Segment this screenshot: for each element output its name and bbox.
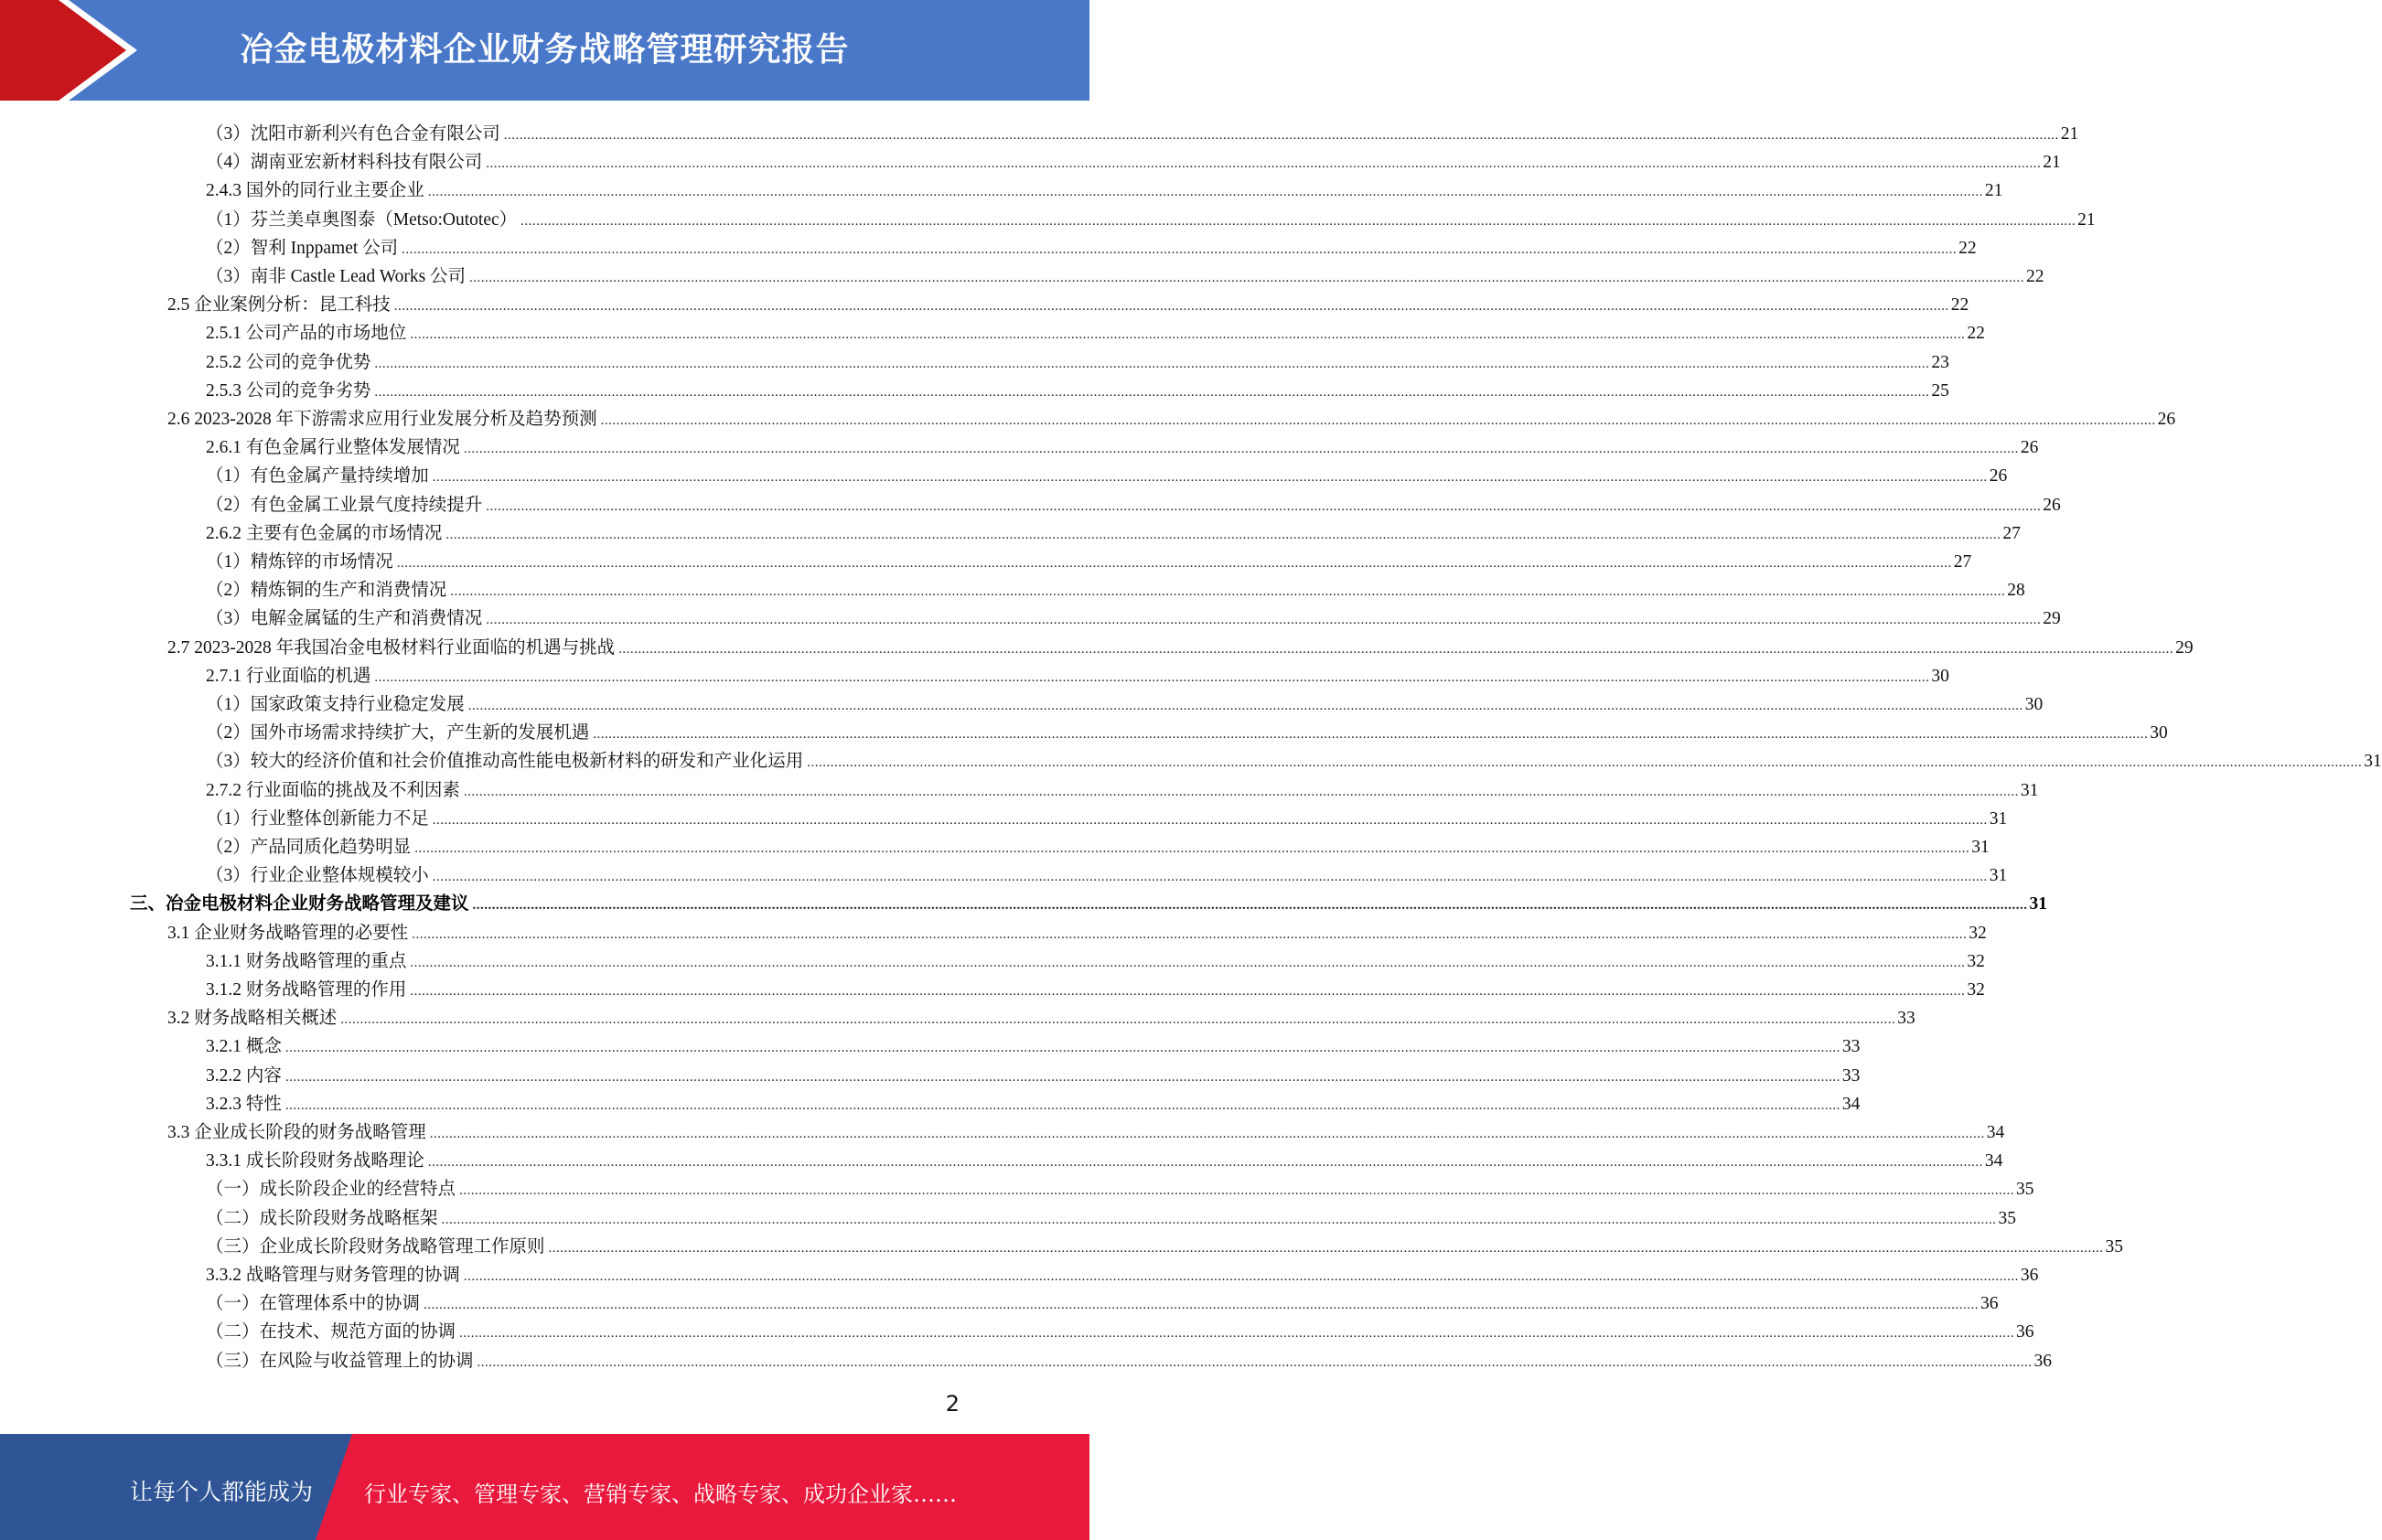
toc-entry[interactable] <box>206 829 1990 858</box>
toc-entry[interactable] <box>167 287 1969 315</box>
toc-leader-dots: ................................................................................................................................................................................................................................................................................................................................................................................................................ <box>807 755 2363 771</box>
toc-leader-dots: ................................................................................................................................................................................................................................................................................................................................................................................................................ <box>427 1155 1983 1171</box>
toc-entry-title: 2.6.1 有色金属行业整体发展情况 <box>206 438 460 458</box>
toc-leader-dots: ................................................................................................................................................................................................................................................................................................................................................................................................................ <box>486 613 2042 628</box>
toc-entry-title: 2.5.3 公司的竞争劣势 <box>206 380 371 401</box>
toc-entry-title: （3）沈阳市新利兴有色合金有限公司 <box>206 124 500 144</box>
toc-entry-title: 3.2.3 特性 <box>206 1094 282 1114</box>
footer-slogan-left: 让每个人都能成为 <box>130 1479 314 1505</box>
toc-entry[interactable] <box>206 144 2061 173</box>
toc-leader-dots: ................................................................................................................................................................................................................................................................................................................................................................................................................ <box>600 413 2156 428</box>
toc-entry-page: 31 <box>2364 752 2382 772</box>
toc-entry[interactable] <box>206 1143 2003 1171</box>
toc-entry-page: 35 <box>1998 1208 2017 1228</box>
toc-entry-title: 2.6 2023-2028 年下游需求应用行业发展分析及趋势预测 <box>167 410 597 429</box>
toc-leader-dots: ................................................................................................................................................................................................................................................................................................................................................................................................................ <box>393 299 1949 315</box>
toc-entry-title: 2.5.1 公司产品的市场地位 <box>206 324 407 344</box>
toc-leader-dots: ................................................................................................................................................................................................................................................................................................................................................................................................................ <box>410 955 1966 970</box>
toc-entry[interactable] <box>130 886 2048 914</box>
toc-entry-page: 34 <box>1841 1094 1861 1114</box>
toc-entry-page: 34 <box>1986 1123 2005 1142</box>
toc-entry-page: 22 <box>1950 295 1969 315</box>
toc-entry[interactable] <box>206 516 2021 544</box>
toc-entry-title: （一）成长阶段企业的经营特点 <box>206 1180 456 1200</box>
toc-entry-title: （1）有色金属产量持续增加 <box>206 466 429 487</box>
toc-leader-dots: ................................................................................................................................................................................................................................................................................................................................................................................................................ <box>284 1097 1840 1113</box>
toc-entry-title: 2.5 企业案例分析：昆工科技 <box>167 295 391 315</box>
toc-entry-title: （1）芬兰美卓奥图泰（Metso:Outotec） <box>206 209 518 230</box>
toc-entry-page: 21 <box>2060 124 2079 144</box>
toc-entry-title: 2.7 2023-2028 年我国冶金电极材料行业面临的机遇与挑战 <box>167 637 616 658</box>
toc-leader-dots: ................................................................................................................................................................................................................................................................................................................................................................................................................ <box>374 384 1930 400</box>
toc-entry[interactable] <box>206 373 1949 401</box>
toc-entry[interactable] <box>206 1286 1999 1314</box>
toc-entry-title: 3.2 财务战略相关概述 <box>167 1009 338 1029</box>
toc-entry-page: 26 <box>2157 410 2176 429</box>
toc-entry[interactable] <box>206 544 1972 572</box>
toc-entry-page: 33 <box>1897 1009 1915 1029</box>
toc-entry-page: 31 <box>2020 780 2039 800</box>
toc-entry-page: 27 <box>1953 552 1972 572</box>
toc-entry-page: 36 <box>2033 1351 2053 1371</box>
toc-entry-page: 28 <box>2007 581 2025 601</box>
toc-entry-title: （2）智利 Inppamet 公司 <box>206 238 399 258</box>
toc-entry-title: （2）精炼铜的生产和消费情况 <box>206 581 447 601</box>
toc-entry-page: 22 <box>2026 267 2044 286</box>
toc-leader-dots: ................................................................................................................................................................................................................................................................................................................................................................................................................ <box>593 727 2149 743</box>
toc-entry-page: 27 <box>2002 523 2021 543</box>
toc-entry[interactable] <box>206 173 2003 201</box>
toc-entry-title: （3）南非 Castle Lead Works 公司 <box>206 267 467 286</box>
toc-entry-page: 32 <box>1967 951 1985 971</box>
toc-leader-dots: ................................................................................................................................................................................................................................................................................................................................................................................................................ <box>520 213 2076 229</box>
toc-leader-dots: ................................................................................................................................................................................................................................................................................................................................................................................................................ <box>432 470 1988 486</box>
toc-entry-title: 2.7.1 行业面临的机遇 <box>206 666 371 686</box>
toc-leader-dots: ................................................................................................................................................................................................................................................................................................................................................................................................................ <box>463 1269 2019 1284</box>
toc-entry[interactable] <box>206 1058 1861 1086</box>
toc-entry-title: 2.6.2 主要有色金属的市场情况 <box>206 523 443 543</box>
toc-entry[interactable] <box>206 858 2008 886</box>
toc-leader-dots: ................................................................................................................................................................................................................................................................................................................................................................................................................ <box>284 1069 1840 1085</box>
toc-entry[interactable] <box>206 972 1985 1000</box>
toc-entry[interactable] <box>206 1343 2053 1372</box>
toc-leader-dots: ................................................................................................................................................................................................................................................................................................................................................................................................................ <box>548 1240 2104 1256</box>
toc-leader-dots: ................................................................................................................................................................................................................................................................................................................................................................................................................ <box>450 584 2006 600</box>
toc-entry-title: 3.1.1 财务战略管理的重点 <box>206 951 407 971</box>
toc-entry-page: 22 <box>1967 324 1985 344</box>
toc-entry-page: 33 <box>1841 1037 1861 1057</box>
toc-entry-title: （1）行业整体创新能力不足 <box>206 808 429 829</box>
toc-leader-dots: ................................................................................................................................................................................................................................................................................................................................................................................................................ <box>432 870 1988 885</box>
toc-entry[interactable] <box>167 401 2176 430</box>
toc-entry-page: 35 <box>2105 1236 2124 1257</box>
toc-entry-page: 32 <box>1969 923 1987 943</box>
toc-entry[interactable] <box>206 202 2096 230</box>
toc-entry[interactable] <box>206 1171 2034 1200</box>
toc-entry[interactable] <box>206 658 1949 687</box>
toc-entry-page: 29 <box>2043 609 2061 629</box>
toc-entry-page: 36 <box>1980 1294 1999 1314</box>
toc-entry-page: 21 <box>1984 181 2003 201</box>
toc-entry[interactable] <box>206 601 2061 629</box>
toc-leader-dots: ................................................................................................................................................................................................................................................................................................................................................................................................................ <box>618 641 2174 657</box>
toc-entry[interactable] <box>206 743 2382 772</box>
toc-leader-dots: ................................................................................................................................................................................................................................................................................................................................................................................................................ <box>459 1183 2015 1199</box>
toc-entry[interactable] <box>206 715 2168 743</box>
toc-leader-dots: ................................................................................................................................................................................................................................................................................................................................................................................................................ <box>459 1326 2015 1342</box>
toc-entry-title: （3）较大的经济价值和社会价值推动高性能电极新材料的研发和产业化运用 <box>206 752 804 772</box>
toc-leader-dots: ................................................................................................................................................................................................................................................................................................................................................................................................................ <box>414 841 1970 856</box>
footer-banner <box>0 1434 1089 1540</box>
toc-entry-page: 30 <box>2024 695 2044 714</box>
toc-entry[interactable] <box>206 687 2044 715</box>
toc-entry[interactable] <box>206 1086 1861 1115</box>
toc-entry[interactable] <box>206 259 2044 287</box>
toc-entry-title: （二）成长阶段财务战略框架 <box>206 1208 438 1228</box>
toc-entry-title: （三）企业成长阶段财务战略管理工作原则 <box>206 1236 545 1257</box>
toc-leader-dots: ................................................................................................................................................................................................................................................................................................................................................................................................................ <box>402 241 1958 257</box>
toc-entry-page: 26 <box>2020 438 2039 458</box>
toc-entry[interactable] <box>206 944 1985 972</box>
toc-leader-dots: ................................................................................................................................................................................................................................................................................................................................................................................................................ <box>486 156 2042 172</box>
toc-entry-page: 26 <box>2043 495 2061 515</box>
toc-entry-title: 3.1 企业财务战略管理的必要性 <box>167 923 409 943</box>
toc-entry-page: 36 <box>2020 1266 2039 1285</box>
toc-leader-dots: ................................................................................................................................................................................................................................................................................................................................................................................................................ <box>410 327 1966 343</box>
toc-leader-dots: ................................................................................................................................................................................................................................................................................................................................................................................................................ <box>503 128 2059 143</box>
toc-leader-dots: ................................................................................................................................................................................................................................................................................................................................................................................................................ <box>463 784 2019 799</box>
toc-leader-dots: ................................................................................................................................................................................................................................................................................................................................................................................................................ <box>477 1354 2033 1370</box>
toc-entry-title: 2.7.2 行业面临的挑战及不利因素 <box>206 780 460 800</box>
toc-entry-page: 33 <box>1841 1065 1861 1085</box>
toc-leader-dots: ................................................................................................................................................................................................................................................................................................................................................................................................................ <box>472 898 2028 914</box>
footer-slogan-right: 行业专家、管理专家、营销专家、战略专家、成功企业家…… <box>364 1481 957 1507</box>
toc-entry[interactable] <box>206 773 2039 801</box>
toc-entry[interactable] <box>206 1201 2017 1229</box>
toc-entry-title: （3）行业企业整体规模较小 <box>206 866 429 886</box>
toc-entry-page: 21 <box>2043 153 2061 173</box>
toc-entry-title: 2.4.3 国外的同行业主要企业 <box>206 181 424 201</box>
toc-entry-page: 23 <box>1931 352 1949 372</box>
toc-leader-dots: ................................................................................................................................................................................................................................................................................................................................................................................................................ <box>396 556 1952 571</box>
toc-entry[interactable] <box>167 1000 1915 1029</box>
toc-leader-dots: ................................................................................................................................................................................................................................................................................................................................................................................................................ <box>429 1127 1985 1141</box>
toc-entry[interactable] <box>206 572 2025 601</box>
toc-leader-dots: ................................................................................................................................................................................................................................................................................................................................................................................................................ <box>445 527 2001 542</box>
toc-leader-dots: ................................................................................................................................................................................................................................................................................................................................................................................................................ <box>469 271 2025 285</box>
toc-entry-title: 3.2.2 内容 <box>206 1065 282 1085</box>
toc-entry[interactable] <box>206 487 2061 516</box>
toc-leader-dots: ................................................................................................................................................................................................................................................................................................................................................................................................................ <box>441 1212 1997 1227</box>
toc-leader-dots: ................................................................................................................................................................................................................................................................................................................................................................................................................ <box>410 984 1966 999</box>
toc-entry-page: 32 <box>1967 980 1985 1000</box>
toc-leader-dots: ................................................................................................................................................................................................................................................................................................................................................................................................................ <box>412 926 1968 942</box>
toc-entry[interactable] <box>206 230 1977 259</box>
toc-entry[interactable] <box>206 315 1985 344</box>
toc-entry-title: （1）精炼锌的市场情况 <box>206 552 393 572</box>
toc-leader-dots: ................................................................................................................................................................................................................................................................................................................................................................................................................ <box>424 1298 1980 1313</box>
toc-entry-title: （2）有色金属工业景气度持续提升 <box>206 495 483 515</box>
toc-entry[interactable] <box>206 1229 2124 1257</box>
toc-leader-dots: ................................................................................................................................................................................................................................................................................................................................................................................................................ <box>463 442 2019 457</box>
toc-entry-page: 31 <box>2029 894 2048 914</box>
report-title: 冶金电极材料企业财务战略管理研究报告 <box>240 31 850 69</box>
toc-entry-title: 3.3 企业成长阶段的财务战略管理 <box>167 1123 426 1142</box>
toc-entry-title: 2.5.2 公司的竞争优势 <box>206 352 371 372</box>
toc-entry[interactable] <box>206 430 2039 458</box>
toc-leader-dots: ................................................................................................................................................................................................................................................................................................................................................................................................................ <box>374 356 1930 371</box>
toc-entry-page: 30 <box>2150 723 2168 743</box>
toc-entry-title: （2）国外市场需求持续扩大，产生新的发展机遇 <box>206 723 590 743</box>
toc-entry-page: 29 <box>2175 637 2194 658</box>
toc-entry[interactable] <box>206 345 1949 373</box>
toc-leader-dots: ................................................................................................................................................................................................................................................................................................................................................................................................................ <box>340 1012 1896 1028</box>
toc-entry-title: 3.2.1 概念 <box>206 1037 282 1057</box>
toc-entry-page: 30 <box>1931 666 1949 686</box>
toc-entry-title: （一）在管理体系中的协调 <box>206 1294 421 1314</box>
toc-entry[interactable] <box>206 1257 2039 1286</box>
toc-entry-title: （2）产品同质化趋势明显 <box>206 838 412 857</box>
toc-entry-page: 34 <box>1984 1151 2003 1171</box>
toc-entry-title: （4）湖南亚宏新材料科技有限公司 <box>206 153 483 173</box>
toc-leader-dots: ................................................................................................................................................................................................................................................................................................................................................................................................................ <box>374 669 1930 685</box>
toc-leader-dots: ................................................................................................................................................................................................................................................................................................................................................................................................................ <box>427 185 1983 200</box>
toc-entry-title: （二）在技术、规范方面的协调 <box>206 1322 456 1342</box>
toc-leader-dots: ................................................................................................................................................................................................................................................................................................................................................................................................................ <box>486 498 2042 514</box>
header-banner <box>0 0 1089 101</box>
toc-entry[interactable] <box>206 1029 1861 1057</box>
toc-entry-title: （三）在风险与收益管理上的协调 <box>206 1351 474 1371</box>
page-number: 2 <box>945 1391 960 1417</box>
toc-entry[interactable] <box>167 915 1987 944</box>
toc-entry[interactable] <box>206 458 2008 487</box>
toc-entry-title: 三、冶金电极材料企业财务战略管理及建议 <box>130 894 469 914</box>
toc-leader-dots: ................................................................................................................................................................................................................................................................................................................................................................................................................ <box>284 1041 1840 1056</box>
toc-entry[interactable] <box>167 1115 2005 1143</box>
toc-entry-title: （1）国家政策支持行业稳定发展 <box>206 695 465 714</box>
toc-entry-page: 21 <box>2077 209 2096 230</box>
toc-entry-title: 3.3.1 成长阶段财务战略理论 <box>206 1151 424 1171</box>
toc-entry-page: 25 <box>1931 380 1949 401</box>
toc-entry-page: 31 <box>1989 808 2008 829</box>
toc-entry-page: 35 <box>2016 1180 2034 1200</box>
toc-entry[interactable] <box>167 630 2194 658</box>
toc-leader-dots: ................................................................................................................................................................................................................................................................................................................................................................................................................ <box>432 812 1988 828</box>
toc-entry-title: 3.3.2 战略管理与财务管理的协调 <box>206 1266 460 1285</box>
toc-entry[interactable] <box>206 116 2079 144</box>
toc-entry-page: 36 <box>2016 1322 2034 1342</box>
toc-entry-title: （3）电解金属锰的生产和消费情况 <box>206 609 483 629</box>
toc-leader-dots: ................................................................................................................................................................................................................................................................................................................................................................................................................ <box>467 699 2023 713</box>
toc-entry[interactable] <box>206 801 2008 829</box>
toc-entry[interactable] <box>206 1314 2034 1342</box>
toc-entry-title: 3.1.2 财务战略管理的作用 <box>206 980 407 1000</box>
toc-entry-page: 31 <box>1989 866 2008 886</box>
toc-entry-page: 31 <box>1971 838 1990 857</box>
toc-entry-page: 22 <box>1958 238 1977 258</box>
toc-entry-page: 26 <box>1989 466 2008 487</box>
